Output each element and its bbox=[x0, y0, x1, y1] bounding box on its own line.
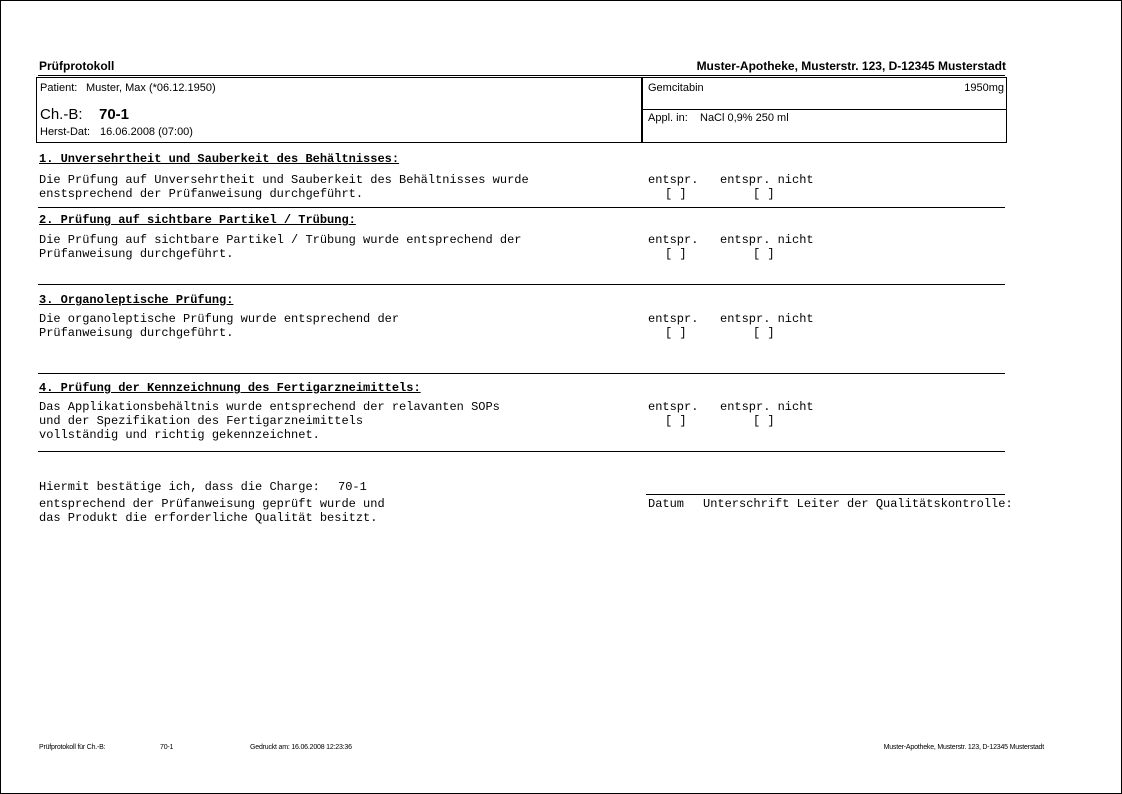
section-2-not-ok-checkbox[interactable]: [ ] bbox=[753, 247, 775, 261]
section-3-ok-checkbox[interactable]: [ ] bbox=[665, 326, 687, 340]
chb-value: 70-1 bbox=[99, 106, 130, 123]
header-divider bbox=[38, 75, 1005, 76]
herst-value: 16.06.2008 (07:00) bbox=[100, 126, 193, 138]
section-4-text-line3: vollständig und richtig gekennzeichnet. bbox=[39, 428, 320, 442]
section-2-text-line2: Prüfanweisung durchgeführt. bbox=[39, 247, 234, 261]
footer-protocol-label: Prüfprotokoll für Ch.-B: bbox=[39, 744, 106, 751]
section-3-not-ok-checkbox[interactable]: [ ] bbox=[753, 326, 775, 340]
section-1-text-line1: Die Prüfung auf Unversehrtheit und Sauberkeit des Behältnisses wurde bbox=[39, 173, 529, 187]
confirmation-line2: entsprechend der Prüfanweisung geprüft wurde und bbox=[39, 497, 385, 511]
section-3-ok-label: entspr. bbox=[648, 312, 699, 326]
footer-printed: Gedruckt am: 16.06.2008 12:23:36 bbox=[250, 744, 352, 751]
drug-name: Gemcitabin bbox=[648, 82, 704, 94]
section-2-ok-checkbox[interactable]: [ ] bbox=[665, 247, 687, 261]
appl-value: NaCl 0,9% 250 ml bbox=[700, 112, 789, 124]
date-label: Datum bbox=[648, 497, 685, 511]
section-1-text-line2: enstsprechend der Prüfanweisung durchgeführt. bbox=[39, 187, 364, 201]
section-3-not-ok-label: entspr. nicht bbox=[720, 312, 814, 326]
patient-label: Patient: bbox=[40, 82, 78, 94]
section-4-not-ok-checkbox[interactable]: [ ] bbox=[753, 414, 775, 428]
section-1-not-ok-checkbox[interactable]: [ ] bbox=[753, 187, 775, 201]
section-1-ok-checkbox[interactable]: [ ] bbox=[665, 187, 687, 201]
confirmation-line1: Hiermit bestätige ich, dass die Charge: bbox=[39, 480, 320, 494]
document-title: Prüfprotokoll bbox=[39, 59, 115, 73]
section-1-ok-label: entspr. bbox=[648, 173, 699, 187]
section-1-not-ok-label: entspr. nicht bbox=[720, 173, 814, 187]
section-4-heading: 4. Prüfung der Kennzeichnung des Fertigarzneimittels: bbox=[39, 381, 421, 395]
section-4-ok-checkbox[interactable]: [ ] bbox=[665, 414, 687, 428]
section-2-divider bbox=[38, 284, 1005, 285]
section-4-divider bbox=[38, 451, 1005, 452]
section-1-divider bbox=[38, 207, 1005, 208]
section-2-text-line1: Die Prüfung auf sichtbare Partikel / Trübung wurde entsprechend der bbox=[39, 233, 522, 247]
signature-label: Unterschrift Leiter der Qualitätskontrolle: bbox=[703, 497, 1013, 511]
section-1-heading: 1. Unversehrtheit und Sauberkeit des Behältnisses: bbox=[39, 152, 400, 166]
confirmation-line3: das Produkt die erforderliche Qualität besitzt. bbox=[39, 511, 378, 525]
section-2-ok-label: entspr. bbox=[648, 233, 699, 247]
section-4-ok-label: entspr. bbox=[648, 400, 699, 414]
pharmacy-header: Muster-Apotheke, Musterstr. 123, D-12345 Musterstadt bbox=[696, 59, 1006, 73]
patient-value: Muster, Max (*06.12.1950) bbox=[86, 82, 216, 94]
footer-pharmacy: Muster-Apotheke, Musterstr. 123, D-12345 Musterstadt bbox=[883, 744, 1044, 751]
section-3-heading: 3. Organoleptische Prüfung: bbox=[39, 293, 234, 307]
section-3-text-line2: Prüfanweisung durchgeführt. bbox=[39, 326, 234, 340]
appl-label: Appl. in: bbox=[648, 112, 688, 124]
drug-dose: 1950mg bbox=[964, 82, 1004, 94]
section-4-text-line2: und der Spezifikation des Fertigarzneimittels bbox=[39, 414, 364, 428]
signature-line bbox=[646, 494, 1005, 495]
confirmation-charge: 70-1 bbox=[338, 480, 367, 494]
product-box-divider bbox=[642, 109, 1006, 110]
section-3-text-line1: Die organoleptische Prüfung wurde entsprechend der bbox=[39, 312, 400, 326]
section-2-not-ok-label: entspr. nicht bbox=[720, 233, 814, 247]
section-4-text-line1: Das Applikationsbehältnis wurde entsprechend der relavanten SOPs bbox=[39, 400, 500, 414]
herst-label: Herst-Dat: bbox=[40, 126, 91, 138]
chb-label: Ch.-B: bbox=[40, 106, 83, 123]
footer-protocol-value: 70-1 bbox=[160, 744, 174, 751]
section-2-heading: 2. Prüfung auf sichtbare Partikel / Trübung: bbox=[39, 213, 356, 227]
section-4-not-ok-label: entspr. nicht bbox=[720, 400, 814, 414]
section-3-divider bbox=[38, 373, 1005, 374]
